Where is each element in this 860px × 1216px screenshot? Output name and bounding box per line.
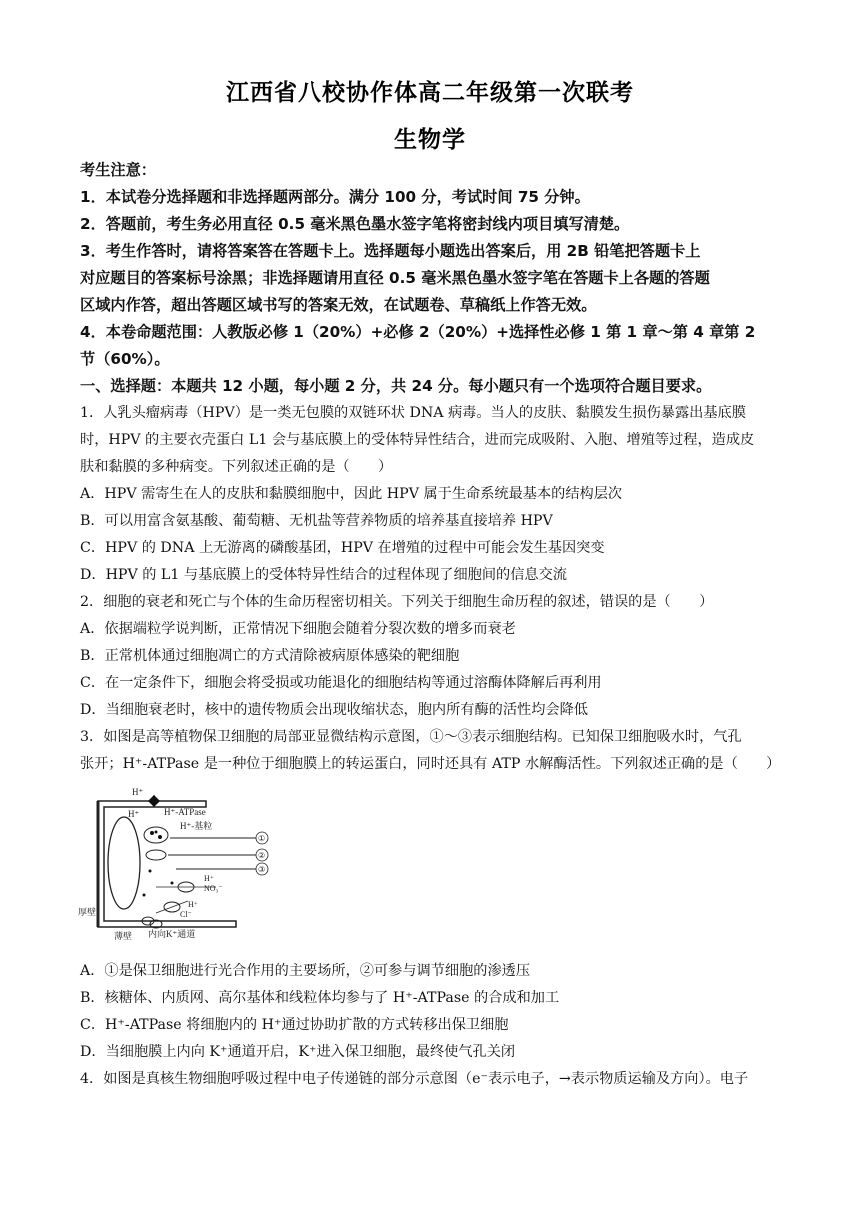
diagram-label-3: ③	[258, 865, 266, 874]
notice-line: 4．本卷命题范围：人教版必修 1（20%）+必修 2（20%）+选择性必修 1 第 1 章～第 4 章第 2	[80, 323, 756, 341]
question-1-option-a: A．HPV 需寄生在人的皮肤和黏膜细胞中，因此 HPV 属于生命系统最基本的结构层次	[80, 486, 623, 502]
question-2-option-b: B．正常机体通过细胞凋亡的方式清除被病原体感染的靶细胞	[80, 648, 460, 664]
diagram-label-h-left: H⁺	[128, 809, 140, 819]
question-3-option-d: D．当细胞膜上内向 K⁺通道开启，K⁺进入保卫细胞，最终使气孔关闭	[80, 1044, 516, 1060]
diagram-label-thick: 厚壁	[78, 907, 97, 917]
notice-line: 3．考生作答时，请将答案答在答题卡上。选择题每小题选出答案后，用 2B 铅笔把答题卡上	[80, 242, 701, 260]
question-1-stem: 肤和黏膜的多种病变。下列叙述正确的是（ ）	[80, 459, 393, 475]
notice-line: 对应题目的答案标号涂黑；非选择题请用直径 0.5 毫米黑色墨水签字笔在答题卡上各题的答题	[80, 269, 710, 287]
section-heading: 一、选择题：本题共 12 小题，每小题 2 分，共 24 分。每小题只有一个选项符合题目要求。	[80, 377, 712, 395]
question-2-option-a: A．依据端粒学说判断，正常情况下细胞会随着分裂次数的增多而衰老	[80, 621, 516, 637]
notice-line: 区域内作答，超出答题区域书写的答案无效，在试题卷、草稿纸上作答无效。	[80, 296, 597, 314]
diagram-label-h-cl: H⁺	[188, 900, 198, 909]
question-2-stem: 2．细胞的衰老和死亡与个体的生命历程密切相关。下列关于细胞生命历程的叙述，错误的是（ ）	[80, 594, 714, 610]
question-3-stem: 3．如图是高等植物保卫细胞的局部亚显微结构示意图，①～③表示细胞结构。已知保卫细胞吸水时，气孔	[80, 729, 742, 745]
diagram-label-1: ①	[258, 834, 266, 843]
question-2-option-c: C．在一定条件下，细胞会将受损或功能退化的细胞结构等通过溶酶体降解后再利用	[80, 675, 602, 691]
notice-line: 2．答题前，考生务必用直径 0.5 毫米黑色墨水签字笔将密封线内项目填写清楚。	[80, 215, 630, 233]
question-1-stem: 1．人乳头瘤病毒（HPV）是一类无包膜的双链环状 DNA 病毒。当人的皮肤、黏膜发生损伤暴露出基底膜	[80, 405, 746, 421]
guard-cell-diagram	[76, 783, 276, 945]
question-1-option-d: D．HPV 的 L1 与基底膜上的受体特异性结合的过程体现了细胞间的信息交流	[80, 567, 567, 583]
diagram-label-no3: NO₃⁻	[204, 884, 223, 893]
notice-line: 1．本试卷分选择题和非选择题两部分。满分 100 分，考试时间 75 分钟。	[80, 188, 590, 206]
diagram-label-h-no3: H⁺	[204, 874, 214, 883]
question-1-option-c: C．HPV 的 DNA 上无游离的磷酸基团，HPV 在增殖的过程中可能会发生基因突变	[80, 540, 605, 556]
diagram-label-thin: 薄壁	[114, 931, 133, 941]
notice-line: 节（60%）。	[80, 350, 170, 368]
diagram-label-cl: Cl⁻	[180, 910, 192, 919]
question-1-option-b: B．可以用富含氨基酸、葡萄糖、无机盐等营养物质的培养基直接培养 HPV	[80, 513, 553, 529]
diagram-label-2: ②	[258, 851, 266, 860]
exam-title: 江西省八校协作体高二年级第一次联考	[226, 80, 634, 106]
question-3-stem: 张开；H⁺-ATPase 是一种位于细胞膜上的转运蛋白，同时还具有 ATP 水解酶活性。下列叙述正确的是（ ）	[80, 756, 781, 772]
question-4-stem: 4．如图是真核生物细胞呼吸过程中电子传递链的部分示意图（e⁻表示电子，→表示物质运输及方向）。电子	[80, 1071, 749, 1087]
diagram-label-k-channel: 内向K⁺通道	[148, 929, 196, 939]
diagram-label-h-top: H⁺	[132, 787, 144, 797]
notice-heading: 考生注意：	[80, 161, 156, 179]
question-3-option-c: C．H⁺-ATPase 将细胞内的 H⁺通过协助扩散的方式转移出保卫细胞	[80, 1017, 509, 1033]
diagram-label-atpase: H⁺-ATPase	[164, 807, 206, 817]
diagram-label-granum: H⁺-基粒	[180, 821, 213, 831]
question-1-stem: 时，HPV 的主要衣壳蛋白 L1 会与基底膜上的受体特异性结合，进而完成吸附、入胞、增殖等过程，造成皮	[80, 432, 755, 448]
question-2-option-d: D．当细胞衰老时，核中的遗传物质会出现收缩状态，胞内所有酶的活性均会降低	[80, 702, 588, 718]
exam-subject: 生物学	[394, 127, 466, 153]
question-3-option-b: B．核糖体、内质网、高尔基体和线粒体均参与了 H⁺-ATPase 的合成和加工	[80, 990, 560, 1006]
question-3-option-a: A．①是保卫细胞进行光合作用的主要场所，②可参与调节细胞的渗透压	[80, 963, 531, 979]
